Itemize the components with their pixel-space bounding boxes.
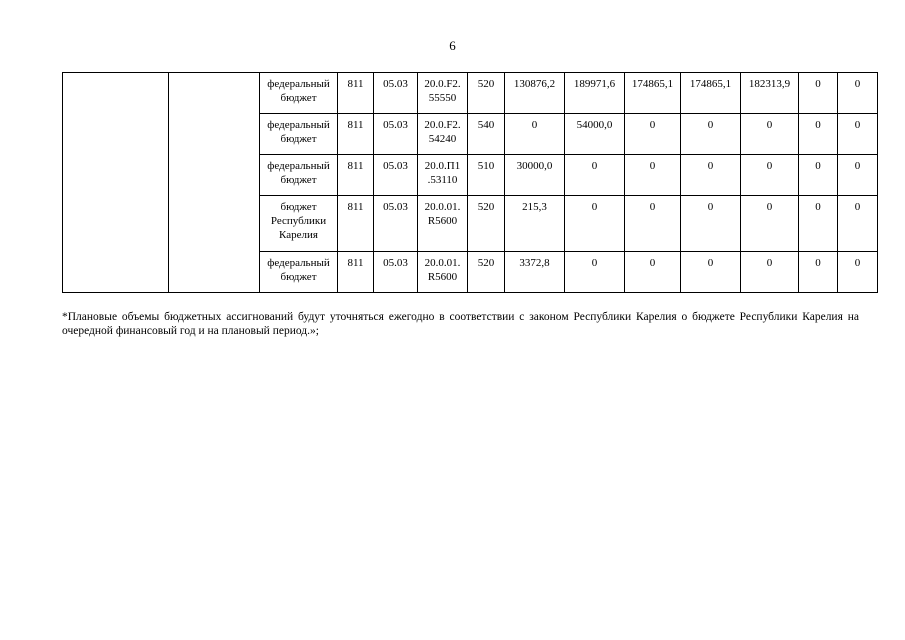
cell-value: 0 bbox=[838, 252, 878, 293]
cell-value: 0 bbox=[838, 155, 878, 196]
cell-value: 0 bbox=[681, 114, 741, 155]
cell-rzpr: 05.03 bbox=[374, 196, 418, 252]
cell-vr: 520 bbox=[468, 252, 505, 293]
cell-funding-source: федеральный бюджет bbox=[260, 73, 338, 114]
cell-value: 0 bbox=[741, 114, 799, 155]
cell-value: 0 bbox=[625, 114, 681, 155]
cell-rzpr: 05.03 bbox=[374, 73, 418, 114]
cell-value: 30000,0 bbox=[505, 155, 565, 196]
cell-value: 0 bbox=[681, 155, 741, 196]
cell-value: 0 bbox=[625, 252, 681, 293]
cell-vr: 520 bbox=[468, 73, 505, 114]
cell-value: 3372,8 bbox=[505, 252, 565, 293]
footnote: *Плановые объемы бюджетных ассигнований будут уточняться ежегодно в соответствии с законом Республики Карелия о бюджете Республики Карелия на очередной финансовый год и на плановый период.»; bbox=[62, 311, 859, 337]
cell-grbs: 811 bbox=[338, 114, 374, 155]
cell-grbs: 811 bbox=[338, 73, 374, 114]
cell-value: 0 bbox=[799, 114, 838, 155]
cell-value: 174865,1 bbox=[625, 73, 681, 114]
cell-funding-source: федеральный бюджет bbox=[260, 252, 338, 293]
cell-value: 54000,0 bbox=[565, 114, 625, 155]
merged-cell-executor bbox=[169, 73, 260, 293]
cell-grbs: 811 bbox=[338, 252, 374, 293]
cell-value: 215,3 bbox=[505, 196, 565, 252]
cell-value: 130876,2 bbox=[505, 73, 565, 114]
cell-rzpr: 05.03 bbox=[374, 252, 418, 293]
cell-value: 0 bbox=[799, 252, 838, 293]
cell-grbs: 811 bbox=[338, 196, 374, 252]
cell-funding-source: бюджет Республики Карелия bbox=[260, 196, 338, 252]
cell-value: 0 bbox=[838, 196, 878, 252]
cell-rzpr: 05.03 bbox=[374, 155, 418, 196]
table-body bbox=[63, 73, 878, 293]
cell-value: 0 bbox=[799, 155, 838, 196]
cell-vr: 510 bbox=[468, 155, 505, 196]
cell-value: 0 bbox=[799, 73, 838, 114]
cell-funding-source: федеральный бюджет bbox=[260, 155, 338, 196]
cell-csr: 20.0.01. R5600 bbox=[418, 196, 468, 252]
table-row bbox=[63, 73, 878, 114]
cell-vr: 540 bbox=[468, 114, 505, 155]
cell-csr: 20.0.01. R5600 bbox=[418, 252, 468, 293]
cell-funding-source: федеральный бюджет bbox=[260, 114, 338, 155]
page-number: 6 bbox=[449, 38, 456, 53]
budget-allocation-table bbox=[62, 72, 878, 293]
cell-value: 0 bbox=[565, 252, 625, 293]
cell-value: 0 bbox=[681, 196, 741, 252]
cell-value: 0 bbox=[565, 155, 625, 196]
cell-value: 0 bbox=[799, 196, 838, 252]
cell-value: 0 bbox=[741, 155, 799, 196]
cell-value: 0 bbox=[565, 196, 625, 252]
cell-value: 0 bbox=[838, 114, 878, 155]
cell-rzpr: 05.03 bbox=[374, 114, 418, 155]
cell-value: 182313,9 bbox=[741, 73, 799, 114]
cell-csr: 20.0.F2. 54240 bbox=[418, 114, 468, 155]
cell-vr: 520 bbox=[468, 196, 505, 252]
cell-value: 0 bbox=[741, 252, 799, 293]
cell-value: 0 bbox=[625, 155, 681, 196]
cell-value: 0 bbox=[741, 196, 799, 252]
cell-value: 174865,1 bbox=[681, 73, 741, 114]
cell-csr: 20.0.П1 .53110 bbox=[418, 155, 468, 196]
merged-cell-program bbox=[63, 73, 169, 293]
cell-value: 189971,6 bbox=[565, 73, 625, 114]
cell-grbs: 811 bbox=[338, 155, 374, 196]
cell-value: 0 bbox=[838, 73, 878, 114]
cell-csr: 20.0.F2. 55550 bbox=[418, 73, 468, 114]
cell-value: 0 bbox=[681, 252, 741, 293]
cell-value: 0 bbox=[625, 196, 681, 252]
cell-value: 0 bbox=[505, 114, 565, 155]
